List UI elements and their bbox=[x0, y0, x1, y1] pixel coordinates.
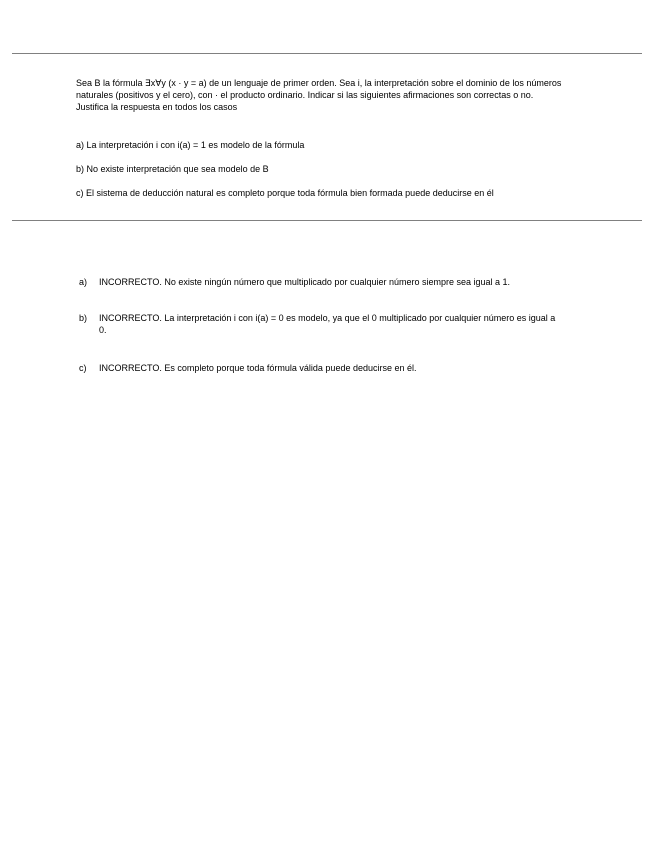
answer-a bbox=[79, 276, 579, 288]
top-divider bbox=[12, 53, 642, 54]
question-a: a) La interpretación i con i(a) = 1 es modelo de la fórmula bbox=[76, 140, 305, 150]
answer-marker: c) bbox=[79, 363, 87, 373]
answer-text: INCORRECTO. Es completo porque toda fórmula válida puede deducirse en él. bbox=[99, 363, 417, 373]
answer-b bbox=[79, 312, 579, 336]
answer-text: INCORRECTO. No existe ningún número que multiplicado por cualquier número siempre sea igual a 1. bbox=[99, 277, 511, 287]
answer-text: INCORRECTO. La interpretación i con i(a) = 0 es modelo, ya que el 0 multiplicado por cualquier número es igual a 0. bbox=[99, 313, 556, 335]
question-b: b) No existe interpretación que sea modelo de B bbox=[76, 164, 269, 174]
answer-marker: b) bbox=[79, 313, 88, 323]
exercise-statement bbox=[76, 77, 566, 113]
statement-text: Sea B la fórmula ∃x∀y (x · y = a) de un lenguaje de primer orden. Sea i, la interpretación sobre el dominio de los números naturales (positivos y el cero), con · el producto ordinario. Indicar si las siguientes afirmaciones son correctas o no. Justifica la respuesta en todos los casos bbox=[76, 78, 562, 112]
answer-c bbox=[79, 362, 579, 374]
question-c: c) El sistema de deducción natural es completo porque toda fórmula bien formada puede deducirse en él bbox=[76, 188, 494, 198]
middle-divider bbox=[12, 220, 642, 221]
answer-marker: a) bbox=[79, 277, 88, 287]
